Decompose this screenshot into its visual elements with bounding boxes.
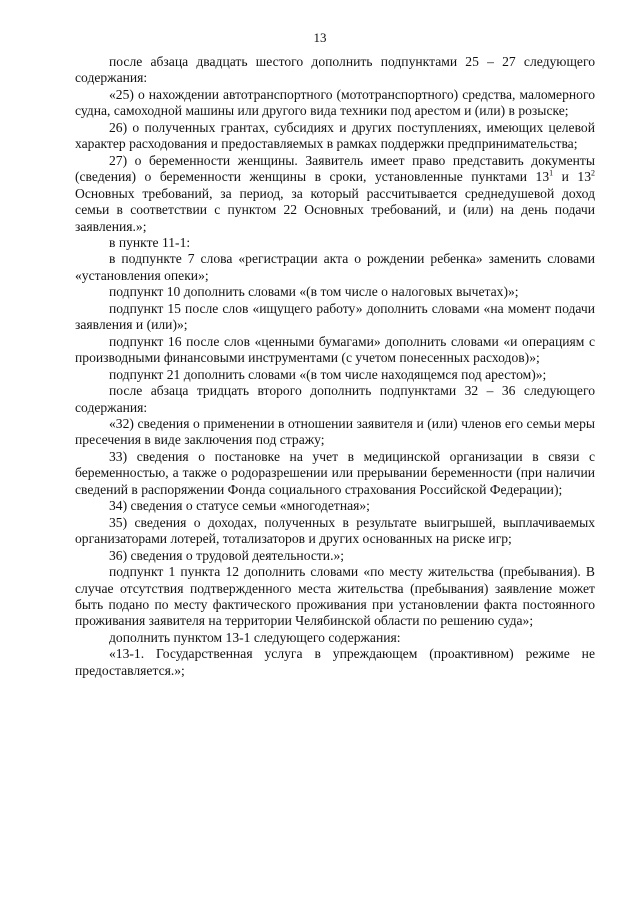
paragraph-text: и 13 [553, 169, 591, 185]
page-number: 13 [313, 30, 327, 45]
paragraph-text: 36) сведения о трудовой деятельности.»; [109, 547, 345, 563]
paragraph [75, 284, 595, 300]
paragraph [75, 383, 595, 416]
paragraph [75, 235, 595, 251]
paragraph [75, 120, 595, 153]
paragraph [75, 498, 595, 514]
paragraph-text: подпункт 21 дополнить словами «(в том числе находящемся под арестом)»; [109, 366, 547, 382]
paragraph-text: «25) о нахождении автотранспортного (мототранспортного) средства, маломерного судна, самоходной машины или другого вида техники под арестом и (или) в розыске; [75, 86, 595, 119]
paragraph-text: подпункт 1 пункта 12 дополнить словами «по месту жительства (пребывания). В случае отсутствия подтвержденного места жительства (пребывания) заявление может быть подано по месту фактического проживания при установлении факта постоянного проживания заявителя на территории Челябинской области по решению суда»; [75, 564, 595, 629]
superscript-index: 1 [549, 168, 554, 178]
paragraph-text: «32) сведения о применении в отношении заявителя и (или) членов его семьи меры пресечения в виде заключения под стражу; [75, 415, 595, 448]
paragraph-text: «13-1. Государственная услуга в упреждающем (проактивном) режиме не предоставляется.»; [75, 646, 595, 678]
paragraph-text: дополнить пунктом 13-1 следующего содержания: [109, 629, 401, 645]
paragraph [75, 54, 595, 87]
paragraph [75, 564, 595, 630]
paragraph-text: 27) о беременности женщины. Заявитель имеет право представить документы (сведения) о беременности женщины в сроки, установленные пунктами 13 [75, 152, 595, 185]
paragraph-text: 35) сведения о доходах, полученных в результате выигрышей, выплачиваемых организаторами лотерей, тотализаторов и других основанных на риске игр; [75, 514, 595, 547]
paragraph [75, 251, 595, 284]
paragraph [75, 630, 595, 646]
paragraph [75, 416, 595, 449]
paragraph [75, 548, 595, 564]
paragraph [75, 301, 595, 334]
paragraph [75, 367, 595, 383]
paragraph [75, 87, 595, 120]
superscript-index: 2 [591, 168, 595, 178]
paragraph-text: Основных требований, за период, за который рассчитывается среднедушевой доход семьи в соответствии с пунктом 22 Основных требований, и (или) на день подачи заявления.»; [75, 185, 595, 234]
document-body [75, 54, 595, 679]
paragraph [75, 334, 595, 367]
paragraph-text: 34) сведения о статусе семьи «многодетная»; [109, 498, 370, 514]
paragraph [75, 449, 595, 498]
paragraph-text: 33) сведения о постановке на учет в медицинской организации в связи с беременностью, а также о родоразрешении или прерывании беременности (при наличии сведений в распоряжении Фонда социального страхования Российской Федерации); [75, 448, 595, 497]
paragraph [75, 646, 595, 679]
paragraph-text: подпункт 10 дополнить словами «(в том числе о налоговых вычетах)»; [109, 284, 519, 300]
paragraph-text: в подпункте 7 слова «регистрации акта о рождении ребенка» заменить словами «установления опеки»; [75, 251, 595, 283]
paragraph-text: после абзаца тридцать второго дополнить подпунктами 32 – 36 следующего содержания: [75, 383, 595, 415]
paragraph [75, 153, 595, 235]
paragraph-text: 26) о полученных грантах, субсидиях и других поступлениях, имеющих целевой характер расходования и предоставляемых в рамках поддержки предпринимательства; [75, 119, 595, 152]
paragraph-text: подпункт 16 после слов «ценными бумагами» дополнить словами «и операциям с производными финансовыми инструментами (с учетом понесенных расходов)»; [75, 333, 595, 366]
paragraph-text: подпункт 15 после слов «ищущего работу» дополнить словами «на момент подачи заявления и (или)»; [75, 300, 595, 333]
paragraph-text: в пункте 11-1: [109, 234, 191, 250]
paragraph-text: после абзаца двадцать шестого дополнить подпунктами 25 – 27 следующего содержания: [75, 54, 595, 86]
paragraph [75, 515, 595, 548]
